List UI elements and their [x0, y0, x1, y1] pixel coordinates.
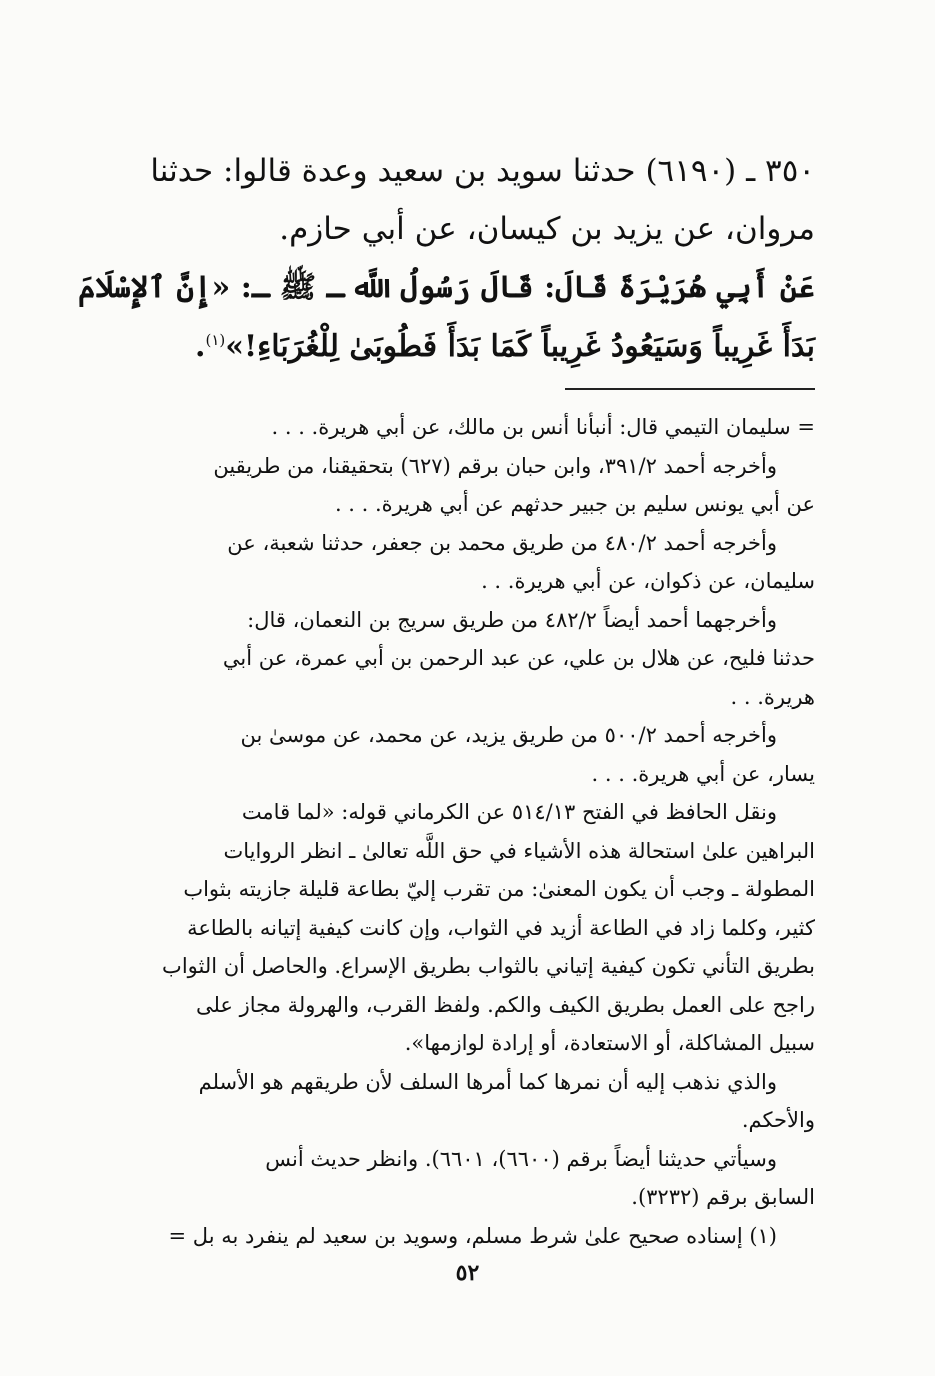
matn-end-mark: .	[195, 329, 206, 364]
footnote-line: والذي نذهب إليه أن نمرها كما أمرها السلف لأن طريقهم هو الأسلم	[198, 1069, 777, 1094]
isnad-line-1: ٣٥٠ ـ (٦١٩٠) حدثنا سويد بن سعيد وعدة قالوا: حدثنا	[150, 153, 815, 189]
footnote-line: كثير، وكلما زاد في الطاعة أزيد في الثواب، وإن كانت كيفية إتيانه بالطاعة	[187, 915, 815, 940]
footnote-line: وأخرجهما أحمد أيضاً ٤٨٢/٢ من طريق سريج بن النعمان، قال:	[247, 607, 777, 632]
hadith-text	[78, 142, 815, 373]
footnotes	[125, 408, 815, 1255]
footnote-line: وسيأتي حديثنا أيضاً برقم (٦٦٠٠)، ٦٦٠١). وانظر حديث أنس	[265, 1146, 777, 1171]
footnote-reference: (١)	[205, 331, 226, 349]
footnote-line: حدثنا فليح، عن هلال بن علي، عن عبد الرحمن بن أبي عمرة، عن أبي	[222, 646, 815, 670]
footnote-line: سليمان، عن ذكوان، عن أبي هريرة. . .	[481, 569, 815, 593]
footnote-line: البراهين علىٰ استحالة هذه الأشياء في حق اللَّه تعالىٰ ـ انظر الروايات	[223, 838, 815, 863]
footnote-line: وأخرجه أحمد ٥٠٠/٢ من طريق يزيد، عن محمد، عن موسىٰ بن	[240, 723, 777, 747]
page-number: ٥٢	[455, 1260, 480, 1286]
footnote-line: والأحكم.	[741, 1108, 815, 1132]
footnote-line: (١) إسناده صحيح علىٰ شرط مسلم، وسويد بن سعيد لم ينفرد به بل =	[168, 1223, 777, 1248]
footnote-line: بطريق التأني تكون كيفية إتياني بالثواب بطريق الإسراع. والحاصل أن الثواب	[162, 954, 815, 978]
footnote-line: سبيل المشاكلة، أو الاستعادة، أو إرادة لوازمها».	[404, 1031, 815, 1055]
footnote-line: عن أبي يونس سليم بن جبير حدثهم عن أبي هريرة. . . .	[334, 492, 815, 516]
footnote-line: وأخرجه أحمد ٤٨٠/٢ من طريق محمد بن جعفر، حدثنا شعبة، عن	[227, 530, 777, 555]
footnote-line: هريرة. . .	[730, 684, 815, 709]
footnote-line: راجح على العمل بطريق الكيف والكم. ولفظ القرب، والهرولة مجاز على	[195, 992, 815, 1017]
footnote-line: وأخرجه أحمد ٣٩١/٢، وابن حبان برقم (٦٢٧) بتحقيقنا، من طريقين	[213, 453, 777, 478]
matn-line-2-text: بَدَأَ غَرِيباً وَسَيَعُودُ غَرِيباً كَمَا بَدَأَ فَطُوبَىٰ لِلْغُرَبَاءِ!»	[225, 329, 815, 364]
footnote-separator	[565, 388, 815, 390]
matn-line-1: عَنْ أَبِي هُرَيْرَةَ قَالَ: قَالَ رَسُولُ اللَّه ـ ﷺ ـ: «إِنَّ ٱلإِسْلَامَ	[78, 270, 815, 305]
footnote-line: = سليمان التيمي قال: أنبأنا أنس بن مالك، عن أبي هريرة. . . .	[271, 415, 815, 439]
matn-line-2	[125, 314, 815, 373]
footnote-line: السابق برقم (٣٢٣٢).	[631, 1185, 815, 1209]
footnote-line: ونقل الحافظ في الفتح ٥١٤/١٣ عن الكرماني قوله: «لما قامت	[241, 800, 777, 824]
isnad-line-2: مروان، عن يزيد بن كيسان، عن أبي حازم.	[279, 211, 815, 247]
matn	[78, 262, 815, 373]
footnote-line: يسار، عن أبي هريرة. . . .	[591, 761, 815, 786]
footnote-line: المطولة ـ وجب أن يكون المعنىٰ: من تقرب إليّ بطاعة قليلة جازيته بثواب	[183, 877, 815, 901]
